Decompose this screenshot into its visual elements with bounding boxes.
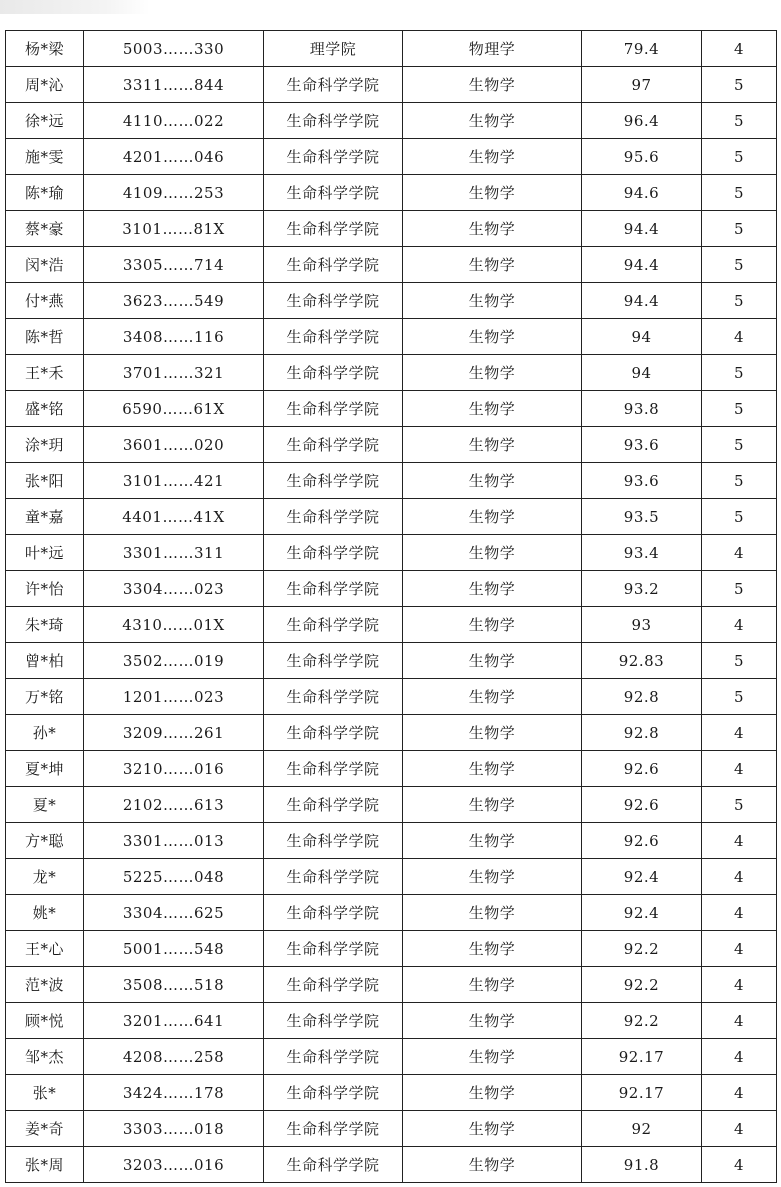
- id-number-cell: 3210……016: [84, 751, 264, 787]
- college-cell: 生命科学学院: [264, 859, 403, 895]
- major-cell: 生物学: [403, 1039, 582, 1075]
- score-cell: 94: [582, 355, 702, 391]
- college-cell: 生命科学学院: [264, 1039, 403, 1075]
- table-row: [6, 751, 777, 787]
- student-name-cell: 万*铭: [6, 679, 84, 715]
- id-number-cell: 3301……013: [84, 823, 264, 859]
- id-number-cell: 3623……549: [84, 283, 264, 319]
- count-cell: 4: [702, 895, 777, 931]
- student-name-cell: 叶*远: [6, 535, 84, 571]
- id-number-cell: 5003……330: [84, 31, 264, 67]
- count-cell: 4: [702, 823, 777, 859]
- major-cell: 生物学: [403, 139, 582, 175]
- major-cell: 生物学: [403, 859, 582, 895]
- student-name-cell: 陈*瑜: [6, 175, 84, 211]
- score-cell: 95.6: [582, 139, 702, 175]
- score-cell: 92.2: [582, 1003, 702, 1039]
- college-cell: 生命科学学院: [264, 967, 403, 1003]
- college-cell: 生命科学学院: [264, 643, 403, 679]
- major-cell: 生物学: [403, 1111, 582, 1147]
- college-cell: 生命科学学院: [264, 931, 403, 967]
- score-cell: 93.6: [582, 427, 702, 463]
- major-cell: 生物学: [403, 679, 582, 715]
- score-cell: 92.17: [582, 1039, 702, 1075]
- count-cell: 5: [702, 247, 777, 283]
- id-number-cell: 4208……258: [84, 1039, 264, 1075]
- score-cell: 92.8: [582, 715, 702, 751]
- major-cell: 生物学: [403, 643, 582, 679]
- student-name-cell: 王*心: [6, 931, 84, 967]
- college-cell: 生命科学学院: [264, 499, 403, 535]
- table-row: [6, 31, 777, 67]
- major-cell: 生物学: [403, 103, 582, 139]
- table-row: [6, 643, 777, 679]
- id-number-cell: 4110……022: [84, 103, 264, 139]
- count-cell: 5: [702, 463, 777, 499]
- table-row: [6, 535, 777, 571]
- count-cell: 5: [702, 175, 777, 211]
- college-cell: 生命科学学院: [264, 427, 403, 463]
- table-row: [6, 679, 777, 715]
- id-number-cell: 3304……023: [84, 571, 264, 607]
- table-row: [6, 787, 777, 823]
- student-name-cell: 夏*: [6, 787, 84, 823]
- college-cell: 生命科学学院: [264, 463, 403, 499]
- student-name-cell: 朱*琦: [6, 607, 84, 643]
- score-cell: 93.8: [582, 391, 702, 427]
- table-row: [6, 607, 777, 643]
- count-cell: 5: [702, 679, 777, 715]
- college-cell: 生命科学学院: [264, 607, 403, 643]
- college-cell: 生命科学学院: [264, 787, 403, 823]
- score-cell: 97: [582, 67, 702, 103]
- count-cell: 5: [702, 67, 777, 103]
- college-cell: 生命科学学院: [264, 355, 403, 391]
- count-cell: 4: [702, 967, 777, 1003]
- id-number-cell: 3311……844: [84, 67, 264, 103]
- id-number-cell: 3304……625: [84, 895, 264, 931]
- id-number-cell: 3408……116: [84, 319, 264, 355]
- count-cell: 4: [702, 607, 777, 643]
- table-row: [6, 1147, 777, 1183]
- major-cell: 生物学: [403, 427, 582, 463]
- count-cell: 5: [702, 355, 777, 391]
- score-cell: 92.6: [582, 751, 702, 787]
- table-row: [6, 67, 777, 103]
- id-number-cell: 3305……714: [84, 247, 264, 283]
- student-name-cell: 姜*奇: [6, 1111, 84, 1147]
- college-cell: 生命科学学院: [264, 751, 403, 787]
- score-cell: 94.4: [582, 211, 702, 247]
- count-cell: 4: [702, 931, 777, 967]
- college-cell: 生命科学学院: [264, 319, 403, 355]
- id-number-cell: 6590……61X: [84, 391, 264, 427]
- count-cell: 5: [702, 787, 777, 823]
- score-cell: 93: [582, 607, 702, 643]
- id-number-cell: 3101……81X: [84, 211, 264, 247]
- count-cell: 4: [702, 319, 777, 355]
- score-cell: 94: [582, 319, 702, 355]
- major-cell: 生物学: [403, 283, 582, 319]
- major-cell: 生物学: [403, 751, 582, 787]
- id-number-cell: 3101……421: [84, 463, 264, 499]
- score-cell: 92.17: [582, 1075, 702, 1111]
- table-row: [6, 463, 777, 499]
- count-cell: 4: [702, 751, 777, 787]
- major-cell: 生物学: [403, 967, 582, 1003]
- college-cell: 生命科学学院: [264, 175, 403, 211]
- table-row: [6, 319, 777, 355]
- table-row: [6, 247, 777, 283]
- student-name-cell: 王*禾: [6, 355, 84, 391]
- table-row: [6, 355, 777, 391]
- scan-shadow: [0, 0, 150, 14]
- college-cell: 生命科学学院: [264, 895, 403, 931]
- table-body: [6, 31, 777, 1183]
- score-cell: 94.6: [582, 175, 702, 211]
- id-number-cell: 3601……020: [84, 427, 264, 463]
- major-cell: 生物学: [403, 895, 582, 931]
- score-cell: 92.6: [582, 823, 702, 859]
- score-cell: 79.4: [582, 31, 702, 67]
- score-cell: 94.4: [582, 247, 702, 283]
- count-cell: 4: [702, 1039, 777, 1075]
- college-cell: 生命科学学院: [264, 535, 403, 571]
- score-cell: 92.4: [582, 895, 702, 931]
- score-cell: 92.83: [582, 643, 702, 679]
- score-cell: 93.2: [582, 571, 702, 607]
- major-cell: 生物学: [403, 499, 582, 535]
- college-cell: 生命科学学院: [264, 67, 403, 103]
- score-cell: 92.8: [582, 679, 702, 715]
- college-cell: 生命科学学院: [264, 391, 403, 427]
- student-name-cell: 曾*柏: [6, 643, 84, 679]
- major-cell: 生物学: [403, 715, 582, 751]
- score-cell: 96.4: [582, 103, 702, 139]
- id-number-cell: 3424……178: [84, 1075, 264, 1111]
- table-row: [6, 103, 777, 139]
- student-name-cell: 盛*铭: [6, 391, 84, 427]
- score-cell: 93.6: [582, 463, 702, 499]
- college-cell: 生命科学学院: [264, 715, 403, 751]
- table-row: [6, 1075, 777, 1111]
- college-cell: 理学院: [264, 31, 403, 67]
- major-cell: 生物学: [403, 931, 582, 967]
- table-row: [6, 1039, 777, 1075]
- count-cell: 5: [702, 139, 777, 175]
- count-cell: 5: [702, 283, 777, 319]
- id-number-cell: 2102……613: [84, 787, 264, 823]
- student-name-cell: 张*阳: [6, 463, 84, 499]
- major-cell: 生物学: [403, 175, 582, 211]
- count-cell: 4: [702, 1147, 777, 1183]
- student-name-cell: 方*聪: [6, 823, 84, 859]
- major-cell: 生物学: [403, 247, 582, 283]
- id-number-cell: 3301……311: [84, 535, 264, 571]
- student-name-cell: 张*周: [6, 1147, 84, 1183]
- count-cell: 4: [702, 1111, 777, 1147]
- id-number-cell: 1201……023: [84, 679, 264, 715]
- college-cell: 生命科学学院: [264, 1111, 403, 1147]
- table-row: [6, 283, 777, 319]
- college-cell: 生命科学学院: [264, 1075, 403, 1111]
- id-number-cell: 3201……641: [84, 1003, 264, 1039]
- table-row: [6, 895, 777, 931]
- major-cell: 生物学: [403, 787, 582, 823]
- id-number-cell: 4201……046: [84, 139, 264, 175]
- id-number-cell: 4109……253: [84, 175, 264, 211]
- student-name-cell: 姚*: [6, 895, 84, 931]
- id-number-cell: 5225……048: [84, 859, 264, 895]
- student-name-cell: 龙*: [6, 859, 84, 895]
- table-row: [6, 427, 777, 463]
- score-cell: 92.4: [582, 859, 702, 895]
- table-row: [6, 139, 777, 175]
- id-number-cell: 3508……518: [84, 967, 264, 1003]
- college-cell: 生命科学学院: [264, 247, 403, 283]
- major-cell: 生物学: [403, 1003, 582, 1039]
- major-cell: 生物学: [403, 823, 582, 859]
- student-name-cell: 夏*坤: [6, 751, 84, 787]
- student-name-cell: 童*嘉: [6, 499, 84, 535]
- student-name-cell: 周*沁: [6, 67, 84, 103]
- major-cell: 生物学: [403, 1147, 582, 1183]
- id-number-cell: 5001……548: [84, 931, 264, 967]
- table-row: [6, 175, 777, 211]
- student-name-cell: 范*波: [6, 967, 84, 1003]
- id-number-cell: 3502……019: [84, 643, 264, 679]
- major-cell: 生物学: [403, 535, 582, 571]
- table-row: [6, 499, 777, 535]
- major-cell: 生物学: [403, 463, 582, 499]
- count-cell: 4: [702, 859, 777, 895]
- major-cell: 物理学: [403, 31, 582, 67]
- college-cell: 生命科学学院: [264, 283, 403, 319]
- major-cell: 生物学: [403, 607, 582, 643]
- student-name-cell: 张*: [6, 1075, 84, 1111]
- student-name-cell: 涂*玥: [6, 427, 84, 463]
- major-cell: 生物学: [403, 391, 582, 427]
- id-number-cell: 3203……016: [84, 1147, 264, 1183]
- student-name-cell: 陈*哲: [6, 319, 84, 355]
- table-row: [6, 967, 777, 1003]
- count-cell: 5: [702, 103, 777, 139]
- college-cell: 生命科学学院: [264, 103, 403, 139]
- score-cell: 92.6: [582, 787, 702, 823]
- id-number-cell: 3303……018: [84, 1111, 264, 1147]
- table-row: [6, 859, 777, 895]
- college-cell: 生命科学学院: [264, 211, 403, 247]
- table-row: [6, 571, 777, 607]
- id-number-cell: 4310……01X: [84, 607, 264, 643]
- count-cell: 4: [702, 715, 777, 751]
- major-cell: 生物学: [403, 571, 582, 607]
- college-cell: 生命科学学院: [264, 679, 403, 715]
- table-row: [6, 211, 777, 247]
- major-cell: 生物学: [403, 1075, 582, 1111]
- count-cell: 4: [702, 535, 777, 571]
- major-cell: 生物学: [403, 319, 582, 355]
- student-score-table: [5, 30, 777, 1183]
- id-number-cell: 3209……261: [84, 715, 264, 751]
- student-name-cell: 邹*杰: [6, 1039, 84, 1075]
- student-name-cell: 付*燕: [6, 283, 84, 319]
- student-name-cell: 蔡*豪: [6, 211, 84, 247]
- major-cell: 生物学: [403, 67, 582, 103]
- count-cell: 5: [702, 571, 777, 607]
- table-row: [6, 1111, 777, 1147]
- score-cell: 91.8: [582, 1147, 702, 1183]
- student-name-cell: 施*雯: [6, 139, 84, 175]
- college-cell: 生命科学学院: [264, 1147, 403, 1183]
- student-name-cell: 顾*悦: [6, 1003, 84, 1039]
- table-row: [6, 823, 777, 859]
- student-name-cell: 徐*远: [6, 103, 84, 139]
- count-cell: 4: [702, 1075, 777, 1111]
- student-name-cell: 孙*: [6, 715, 84, 751]
- college-cell: 生命科学学院: [264, 139, 403, 175]
- count-cell: 5: [702, 643, 777, 679]
- score-cell: 93.5: [582, 499, 702, 535]
- student-name-cell: 许*怡: [6, 571, 84, 607]
- id-number-cell: 3701……321: [84, 355, 264, 391]
- count-cell: 5: [702, 211, 777, 247]
- count-cell: 4: [702, 31, 777, 67]
- score-cell: 93.4: [582, 535, 702, 571]
- count-cell: 5: [702, 499, 777, 535]
- table-row: [6, 931, 777, 967]
- score-cell: 92: [582, 1111, 702, 1147]
- table-row: [6, 715, 777, 751]
- major-cell: 生物学: [403, 355, 582, 391]
- college-cell: 生命科学学院: [264, 1003, 403, 1039]
- major-cell: 生物学: [403, 211, 582, 247]
- id-number-cell: 4401……41X: [84, 499, 264, 535]
- score-cell: 94.4: [582, 283, 702, 319]
- count-cell: 4: [702, 1003, 777, 1039]
- count-cell: 5: [702, 391, 777, 427]
- score-cell: 92.2: [582, 967, 702, 1003]
- score-cell: 92.2: [582, 931, 702, 967]
- student-name-cell: 杨*梁: [6, 31, 84, 67]
- student-name-cell: 闵*浩: [6, 247, 84, 283]
- count-cell: 5: [702, 427, 777, 463]
- table-row: [6, 1003, 777, 1039]
- college-cell: 生命科学学院: [264, 823, 403, 859]
- college-cell: 生命科学学院: [264, 571, 403, 607]
- table-row: [6, 391, 777, 427]
